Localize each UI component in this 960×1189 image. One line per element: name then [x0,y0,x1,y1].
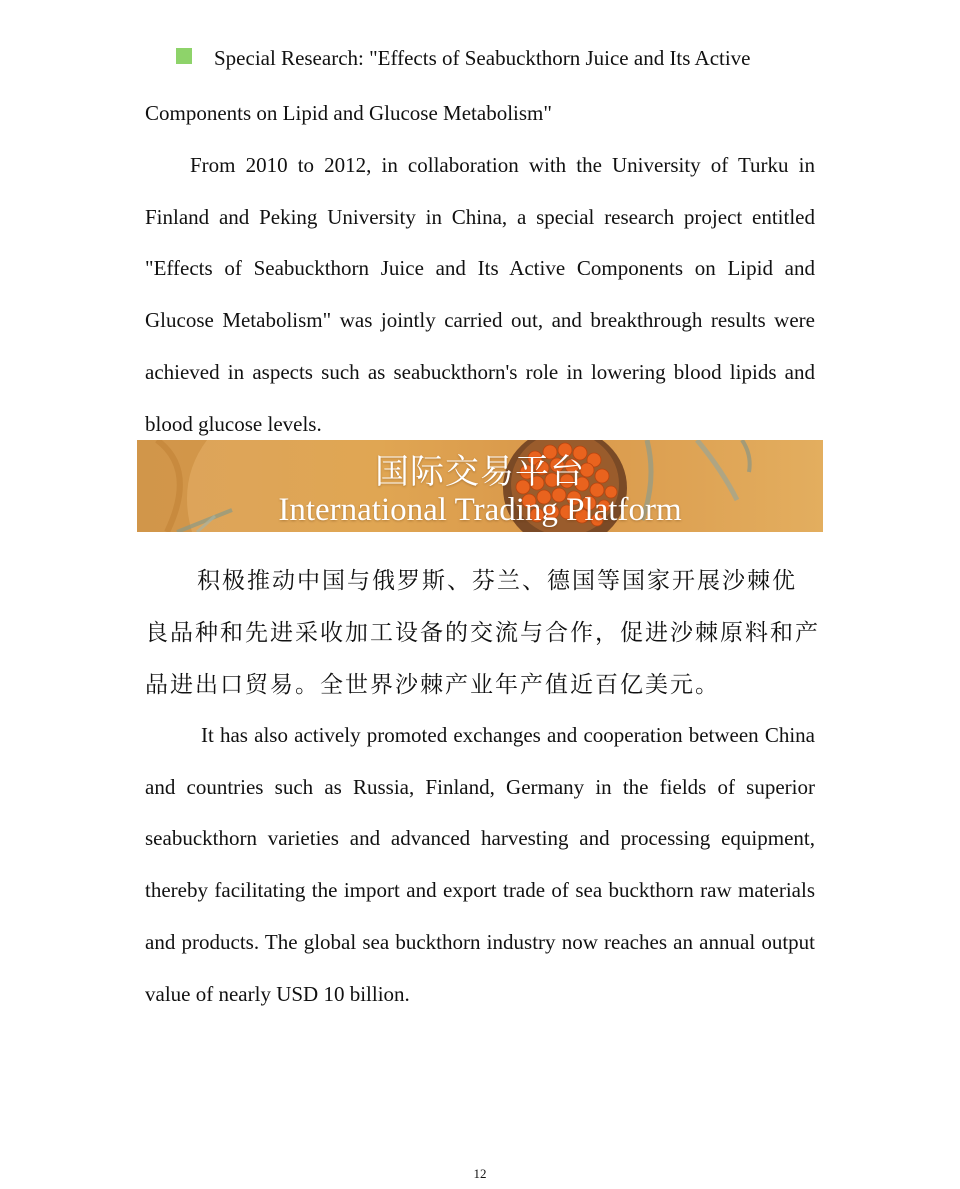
page-number: 12 [473,1166,487,1181]
section-heading [176,40,816,76]
paragraph-research: From 2010 to 2012, in collaboration with the University of Turku in Finland and Peking University in China, a special research project entitled "Effects of Seabuckthorn Juice and Its Active Components on Lipid and Glucose Metabolism" was jointly carried out, and breakthrough results were achieved in aspects such as seabuckthorn's role in lowering blood lipids and blood glucose levels. [145,153,815,436]
paragraph-chinese: 积极推动中国与俄罗斯、芬兰、德国等国家开展沙棘优良品种和先进采收加工设备的交流与合作，促进沙棘原料和产品进出口贸易。全世界沙棘产业年产值近百亿美元。 [145,568,820,698]
section-heading-line1: Special Research: "Effects of Seabuckthorn Juice and Its Active [214,46,751,70]
section-banner [137,440,823,532]
banner-title-english: International Trading Platform [278,492,682,528]
section-heading-line2: Components on Lipid and Glucose Metabolism" [145,101,552,125]
paragraph-trade: It has also actively promoted exchanges and cooperation between China and countries such as Russia, Finland, Germany in the fields of superior seabuckthorn varieties and advanced harvesting and processing equipment, thereby facilitating the import and export trade of sea buckthorn raw materials and products. The global sea buckthorn industry now reaches an annual output value of nearly USD 10 billion. [145,723,815,1006]
banner-title-chinese: 国际交易平台 [375,452,585,492]
